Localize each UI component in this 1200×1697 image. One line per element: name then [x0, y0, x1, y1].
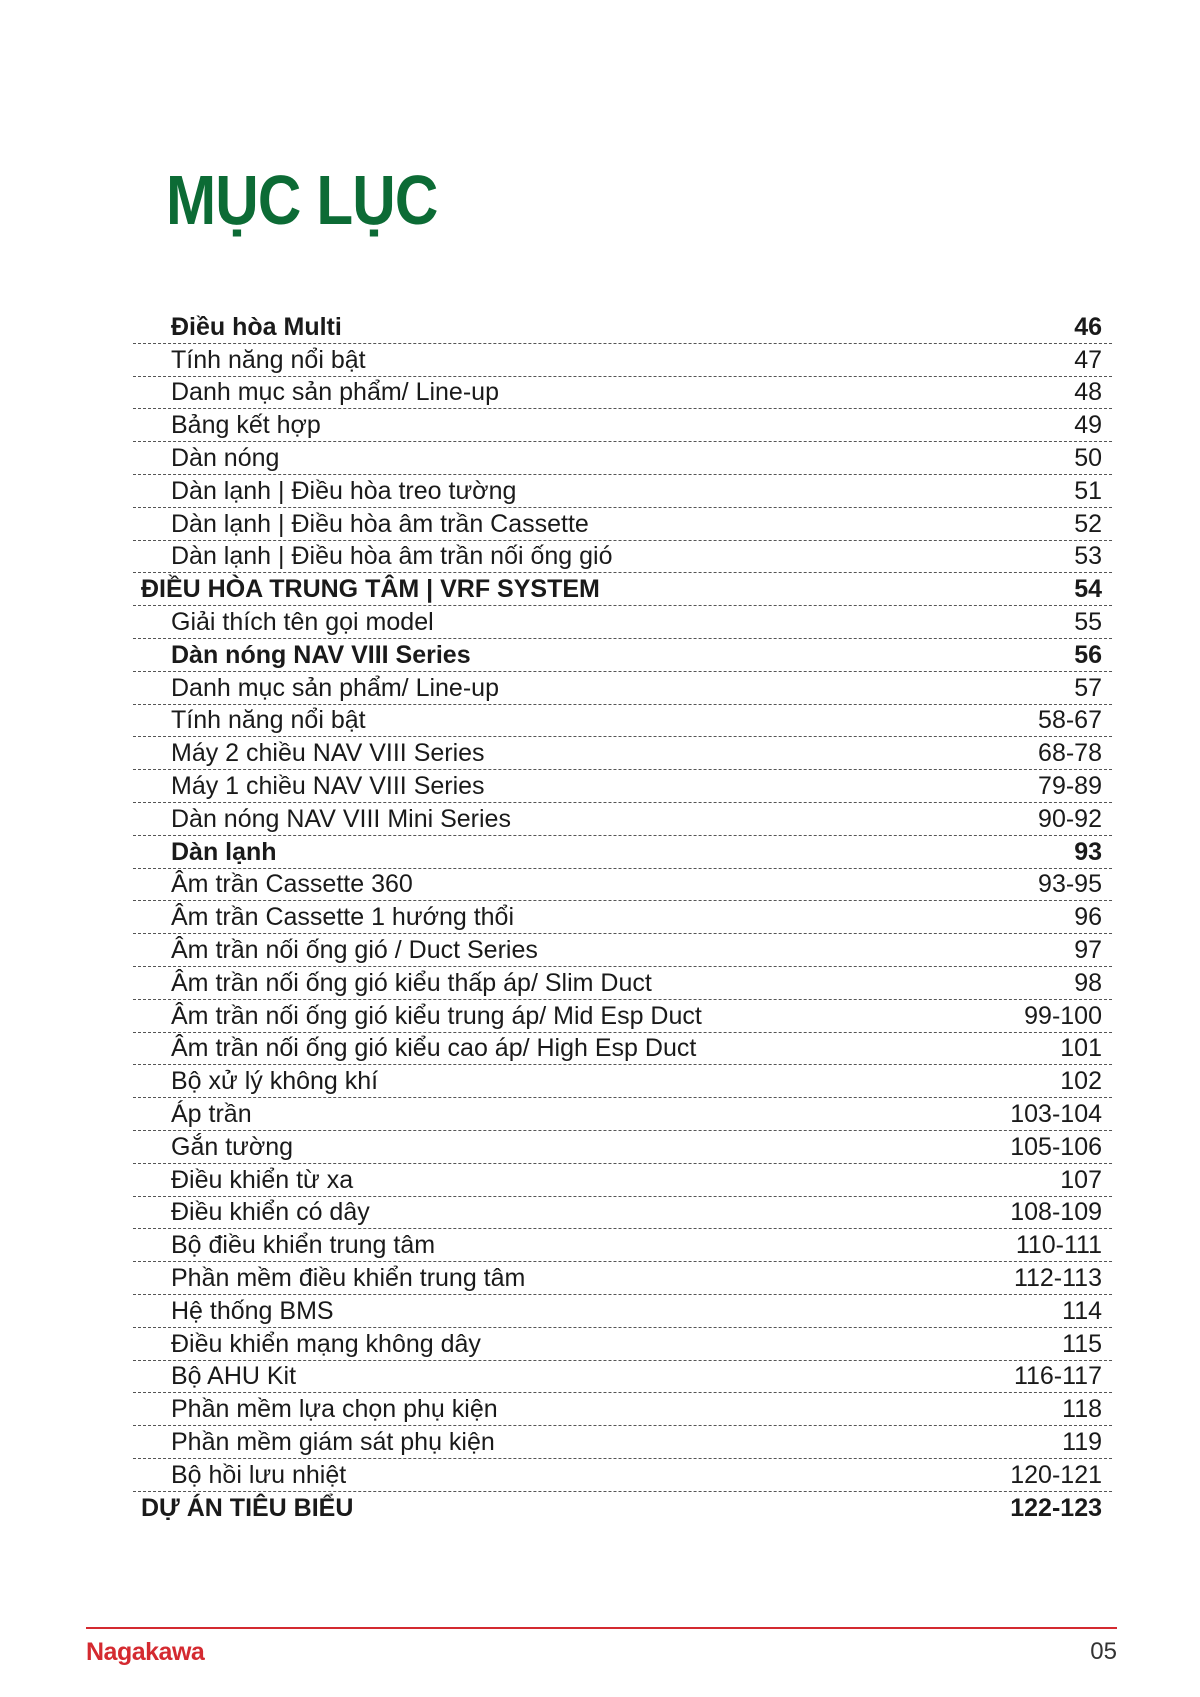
toc-entry[interactable] [133, 1295, 1112, 1328]
toc-entry-page: 47 [1074, 345, 1102, 374]
toc-entry-label: Bộ AHU Kit [171, 1362, 297, 1391]
toc-entry-page: 90-92 [1038, 804, 1102, 833]
toc-entry-page: 93-95 [1038, 870, 1102, 899]
toc-entry[interactable] [133, 934, 1112, 967]
toc-entry-page: 101 [1060, 1034, 1102, 1063]
toc-entry[interactable] [133, 737, 1112, 770]
toc-entry-page: 103-104 [1010, 1099, 1102, 1128]
toc-entry-page: 99-100 [1024, 1001, 1102, 1030]
toc-entry-label: Máy 2 chiều NAV VIII Series [171, 739, 485, 768]
toc-entry-label: DỰ ÁN TIÊU BIỂU [141, 1494, 354, 1523]
toc-entry-page: 119 [1062, 1427, 1102, 1456]
toc-entry-page: 115 [1062, 1329, 1102, 1358]
toc-entry-page: 50 [1074, 443, 1102, 472]
toc-entry-page: 97 [1074, 935, 1102, 964]
toc-entry-page: 93 [1074, 837, 1102, 866]
toc-entry-page: 52 [1074, 509, 1102, 538]
toc-entry[interactable] [133, 1131, 1112, 1164]
toc-entry[interactable] [133, 705, 1112, 738]
toc-entry[interactable] [133, 377, 1112, 410]
toc-entry-label: Danh mục sản phẩm/ Line-up [171, 673, 499, 702]
toc-entry-page: 56 [1074, 640, 1102, 669]
toc-entry-page: 55 [1074, 607, 1102, 636]
toc-entry[interactable] [133, 770, 1112, 803]
toc-entry-label: Âm trần Cassette 360 [171, 870, 413, 899]
toc-entry-label: Bộ hồi lưu nhiệt [171, 1460, 347, 1489]
toc-entry[interactable] [133, 1492, 1112, 1525]
toc-entry[interactable] [133, 1197, 1112, 1230]
toc-entry[interactable] [133, 803, 1112, 836]
toc-entry-label: ĐIỀU HÒA TRUNG TÂM | VRF SYSTEM [141, 575, 600, 604]
toc-entry-label: Bảng kết hợp [171, 411, 321, 440]
toc-entry-label: Dàn lạnh [171, 837, 277, 866]
toc-entry-label: Bộ xử lý không khí [171, 1067, 379, 1096]
toc-entry[interactable] [133, 311, 1112, 344]
toc-entry[interactable] [133, 409, 1112, 442]
toc-entry-page: 108-109 [1010, 1198, 1102, 1227]
toc-entry-page: 58-67 [1038, 706, 1102, 735]
toc-entry-page: 51 [1074, 476, 1102, 505]
toc-entry-page: 102 [1060, 1067, 1102, 1096]
toc-entry[interactable] [133, 1098, 1112, 1131]
toc-entry-page: 46 [1074, 312, 1102, 341]
toc-entry-label: Dàn lạnh | Điều hòa âm trần Cassette [171, 509, 589, 538]
toc-entry[interactable] [133, 1229, 1112, 1262]
toc-entry-page: 53 [1074, 542, 1102, 571]
toc-entry-page: 48 [1074, 378, 1102, 407]
toc-entry-page: 96 [1074, 903, 1102, 932]
toc-entry-label: Giải thích tên gọi model [171, 607, 434, 636]
toc-entry[interactable] [133, 1393, 1112, 1426]
toc-entry-label: Bộ điều khiển trung tâm [171, 1231, 436, 1260]
toc-entry-page: 114 [1062, 1296, 1102, 1325]
toc-entry-label: Âm trần nối ống gió kiểu cao áp/ High Esp Duct [171, 1034, 697, 1063]
toc-entry-page: 118 [1062, 1395, 1102, 1424]
toc-entry[interactable] [133, 1000, 1112, 1033]
toc-entry-label: Dàn lạnh | Điều hòa treo tường [171, 476, 517, 505]
toc-entry-label: Dàn nóng NAV VIII Mini Series [171, 804, 511, 833]
toc-entry[interactable] [133, 1164, 1112, 1197]
toc-entry-label: Âm trần nối ống gió / Duct Series [171, 935, 538, 964]
toc-entry-label: Gắn tường [171, 1132, 294, 1161]
toc-entry[interactable] [133, 606, 1112, 639]
table-of-contents [133, 311, 1112, 1524]
toc-entry-label: Dàn nóng [171, 443, 280, 472]
footer-divider [86, 1627, 1117, 1629]
toc-entry-label: Âm trần Cassette 1 hướng thổi [171, 903, 515, 932]
toc-entry-label: Hệ thống BMS [171, 1296, 334, 1325]
toc-entry-page: 116-117 [1013, 1362, 1102, 1391]
toc-entry-page: 122-123 [1010, 1494, 1102, 1523]
toc-entry-page: 54 [1074, 575, 1102, 604]
toc-entry[interactable] [133, 573, 1112, 606]
toc-entry[interactable] [133, 442, 1112, 475]
toc-entry[interactable] [133, 1262, 1112, 1295]
toc-entry[interactable] [133, 541, 1112, 574]
toc-entry-label: Dàn nóng NAV VIII Series [171, 640, 471, 669]
toc-entry-label: Máy 1 chiều NAV VIII Series [171, 771, 485, 800]
page-title: MỤC LỤC [166, 160, 438, 239]
toc-entry-label: Điều khiển có dây [171, 1198, 370, 1227]
toc-entry-page: 98 [1074, 968, 1102, 997]
toc-entry-label: Tính năng nổi bật [171, 706, 366, 735]
toc-entry[interactable] [133, 1033, 1112, 1066]
toc-entry[interactable] [133, 901, 1112, 934]
page-number: 05 [1090, 1638, 1117, 1665]
toc-entry-label: Tính năng nổi bật [171, 345, 366, 374]
toc-entry[interactable] [133, 639, 1112, 672]
toc-entry-label: Dàn lạnh | Điều hòa âm trần nối ống gió [171, 542, 613, 571]
toc-entry-label: Phần mềm lựa chọn phụ kiện [171, 1395, 498, 1424]
toc-entry-page: 107 [1060, 1165, 1102, 1194]
toc-entry-page: 68-78 [1038, 739, 1102, 768]
toc-entry-page: 120-121 [1010, 1460, 1102, 1489]
toc-entry-page: 49 [1074, 411, 1102, 440]
toc-entry-label: Điều hòa Multi [171, 312, 342, 341]
toc-entry-label: Âm trần nối ống gió kiểu trung áp/ Mid Esp Duct [171, 1001, 702, 1030]
toc-entry-label: Phần mềm điều khiển trung tâm [171, 1263, 526, 1292]
brand-logo-text: Nagakawa [86, 1638, 205, 1666]
toc-entry[interactable] [133, 836, 1112, 869]
toc-entry-label: Danh mục sản phẩm/ Line-up [171, 378, 499, 407]
toc-entry[interactable] [133, 869, 1112, 902]
toc-entry-label: Điều khiển từ xa [171, 1165, 354, 1194]
toc-entry-page: 79-89 [1038, 771, 1102, 800]
toc-entry[interactable] [133, 344, 1112, 377]
toc-entry-page: 112-113 [1013, 1263, 1102, 1292]
toc-entry[interactable] [133, 475, 1112, 508]
toc-entry-label: Điều khiển mạng không dây [171, 1329, 481, 1358]
toc-entry[interactable] [133, 1459, 1112, 1492]
toc-entry-label: Phần mềm giám sát phụ kiện [171, 1427, 495, 1456]
toc-entry[interactable] [133, 508, 1112, 541]
toc-entry-page: 110-111 [1015, 1231, 1102, 1260]
toc-entry-label: Áp trần [171, 1099, 252, 1128]
toc-entry[interactable] [133, 967, 1112, 1000]
toc-entry[interactable] [133, 1328, 1112, 1361]
toc-entry[interactable] [133, 1426, 1112, 1459]
toc-entry-page: 105-106 [1010, 1132, 1102, 1161]
toc-entry[interactable] [133, 672, 1112, 705]
toc-entry[interactable] [133, 1361, 1112, 1394]
toc-entry-page: 57 [1074, 673, 1102, 702]
toc-entry-label: Âm trần nối ống gió kiểu thấp áp/ Slim Duct [171, 968, 652, 997]
toc-entry[interactable] [133, 1065, 1112, 1098]
